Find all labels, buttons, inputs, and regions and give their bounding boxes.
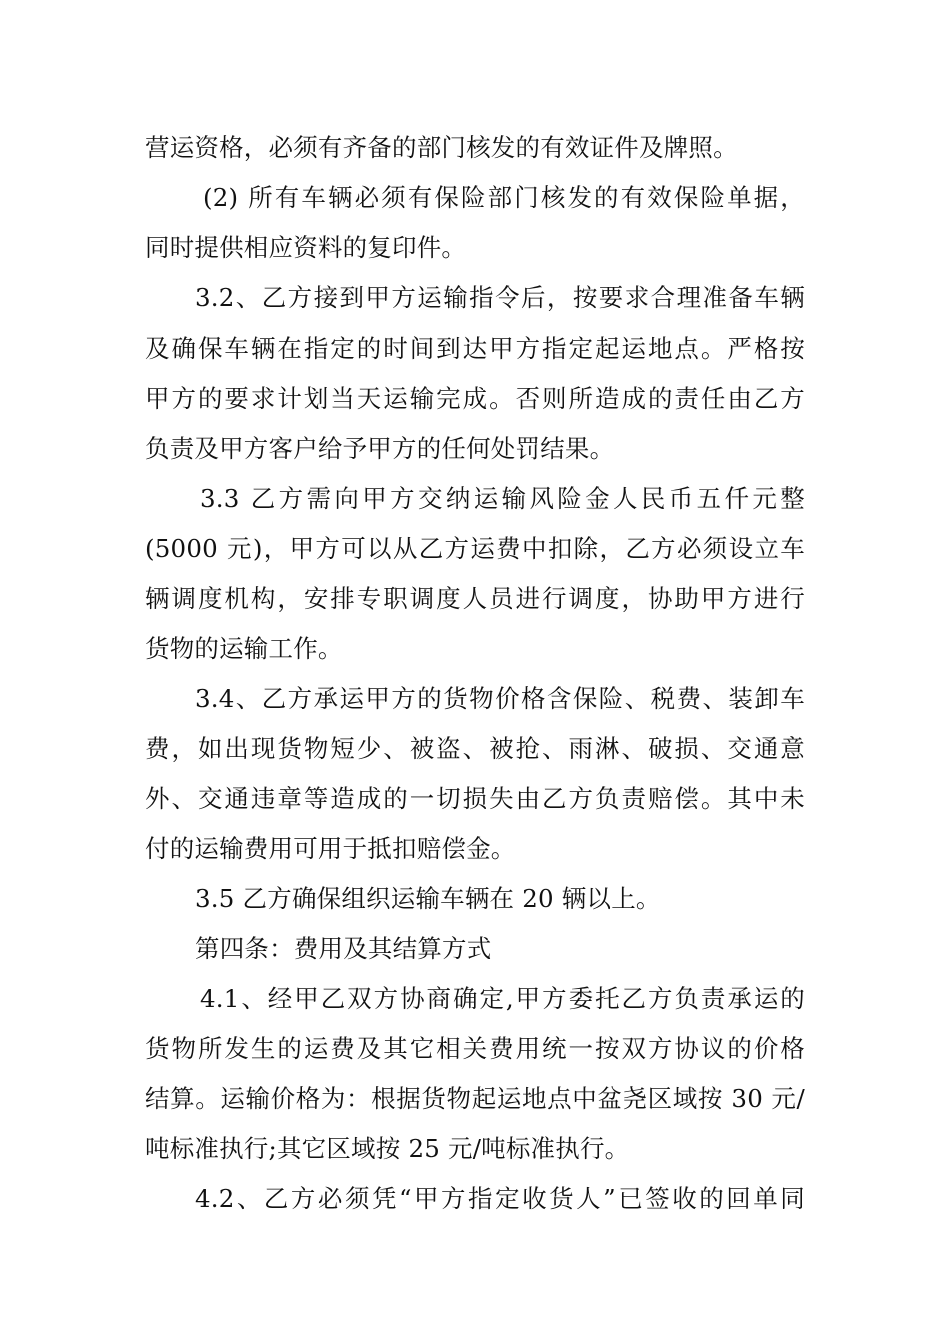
text-line: (5000 元)，甲方可以从乙方运费中扣除，乙方必须设立车 — [145, 534, 805, 563]
text-line: 营运资格，必须有齐备的部门核发的有效证件及牌照。 — [145, 133, 738, 162]
text-line: 3.4、乙方承运甲方的货物价格含保险、税费、装卸车 — [195, 684, 805, 713]
text-line: 外、交通违章等造成的一切损失由乙方负责赔偿。其中未 — [145, 784, 805, 813]
text-line: 货物所发生的运费及其它相关费用统一按双方协议的价格 — [145, 1034, 805, 1063]
text-line: 负责及甲方客户给予甲方的任何处罚结果。 — [145, 434, 615, 463]
text-line: 同时提供相应资料的复印件。 — [145, 233, 467, 262]
text-line: 费，如出现货物短少、被盗、被抢、雨淋、破损、交通意 — [145, 734, 805, 763]
text-line: 结算。运输价格为：根据货物起运地点中盆尧区域按 30 元/ — [145, 1084, 805, 1113]
text-line: 辆调度机构，安排专职调度人员进行调度，协助甲方进行 — [145, 584, 805, 613]
text-line: 3.3 乙方需向甲方交纳运输风险金人民币五仟元整 — [200, 484, 805, 513]
text-line: (2) 所有车辆必须有保险部门核发的有效保险单据， — [203, 183, 805, 212]
text-line: 甲方的要求计划当天运输完成。否则所造成的责任由乙方 — [145, 384, 805, 413]
text-line: 及确保车辆在指定的时间到达甲方指定起运地点。严格按 — [145, 334, 805, 363]
text-line: 吨标准执行;其它区域按 25 元/吨标准执行。 — [145, 1134, 630, 1163]
text-line: 3.5 乙方确保组织运输车辆在 20 辆以上。 — [195, 884, 661, 913]
text-line: 货物的运输工作。 — [145, 634, 343, 663]
text-line: 3.2、乙方接到甲方运输指令后，按要求合理准备车辆 — [195, 283, 805, 312]
text-line: 4.2、乙方必须凭“甲方指定收货人”已签收的回单同 — [195, 1184, 805, 1213]
text-line: 付的运输费用可用于抵扣赔偿金。 — [145, 834, 516, 863]
section-heading: 第四条：费用及其结算方式 — [195, 934, 492, 963]
text-line: 4.1、经甲乙双方协商确定,甲方委托乙方负责承运的 — [200, 984, 805, 1013]
